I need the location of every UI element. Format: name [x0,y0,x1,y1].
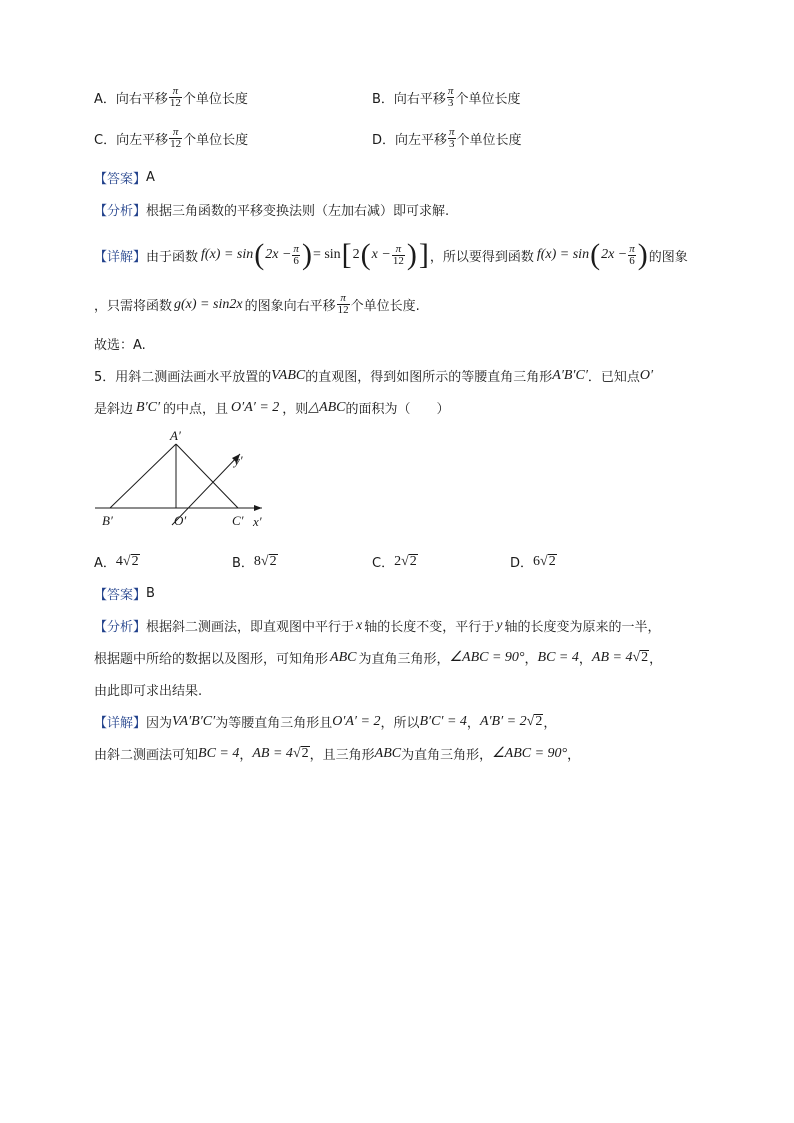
q5-stem-line2 [94,398,450,417]
answer-text: A [146,170,155,185]
option-unit: 个单位长度 [456,133,522,148]
q4-detail-line1 [94,238,688,272]
option-label: B． [232,556,254,571]
fraction-den: 6 [293,254,299,267]
math-expr: AB = 4 [252,745,293,761]
q4-detail-line2 [94,293,420,316]
detail-text: 为等腰直角三角形且 [215,716,333,731]
option-label: A． [94,556,116,571]
stem-text: 的中点，且 [163,402,229,417]
fraction [292,244,300,267]
sqrt-sign: √ [122,553,131,569]
label-x: x′ [253,514,262,529]
fraction [392,244,405,267]
analysis-text: ， [578,652,592,667]
triangle-figure [90,425,280,540]
label-c: C′ [232,513,244,528]
fraction-den: 6 [629,254,635,267]
stem-text: 是斜边 [94,402,134,417]
math-expr: x − [371,247,391,262]
bracket-right: ] [418,238,429,271]
detail-text: 因为 [146,716,173,731]
math-expr: A′B′ = 2 [479,713,527,729]
analysis-text: 为直角三角形， [358,652,450,667]
label-y: y′ [234,453,243,468]
detail-tag: 【详解】 [94,249,147,265]
detail-text: 个单位长度. [350,299,420,314]
detail-text: 为直角三角形， [401,748,493,763]
detail-text: ，所以 [380,716,420,731]
sqrt-sign: √ [401,553,409,569]
math-expr: = sin [312,247,341,262]
detail-text: ， [567,748,581,763]
math-expr: y [496,617,503,633]
answer-tag: 【答案】 [94,588,147,603]
option-label: D． [510,556,534,571]
fraction-num: π [629,242,635,255]
math-expr: ABC [330,649,357,665]
fraction-num: π [172,126,179,138]
fraction-num: π [340,292,346,304]
option-label: B．向右平移 [372,92,446,107]
math-expr: B′C′ [136,399,161,415]
q5-option-c [372,552,418,571]
paren-left: ( [254,238,265,271]
math-expr: B′C′ = 4 [419,713,467,729]
math-expr: 2x − [601,247,628,262]
sqrt-sign: √ [260,553,269,569]
math-expr: 2 [352,247,360,262]
stem-text: ，则 [282,402,309,417]
math-expr: g(x) = sin2x [174,296,243,312]
detail-text: ， [239,748,253,763]
detail-tag: 【详解】 [94,716,147,731]
answer-text: B [146,586,155,601]
bracket-left: [ [341,238,352,271]
analysis-text: 根据三角函数的平移变换法则（左加右减）即可求解. [146,204,450,219]
detail-text: 的图象向右平移 [244,299,336,314]
q4-select [94,334,146,353]
math-expr: ABC [374,745,402,761]
q4-option-d [372,127,522,150]
option-unit: 个单位长度 [182,92,248,107]
sqrt-sign: √ [292,745,301,761]
q4-option-a [94,86,248,109]
math-expr: AB = 4 [591,649,633,665]
detail-text: ， [543,716,557,731]
label-a: A′ [170,428,181,443]
analysis-tag: 【分析】 [94,204,147,219]
option-label: C．向左平移 [94,133,169,148]
stem-text: 的面积为（ ） [345,402,450,417]
q5-answer [94,584,155,603]
fraction [337,293,350,316]
q5-stem-line1 [94,366,653,385]
q5-option-a [94,552,140,571]
paren-right: ) [301,238,312,271]
stem-text: ．已知点 [587,370,640,385]
fraction-den: 12 [170,138,182,150]
paren-right: ) [406,238,417,271]
q4-answer [94,168,155,187]
fraction-num: π [395,242,402,255]
detail-text: ，且三角形 [309,748,375,763]
math-expr: x [356,617,363,633]
q5-analysis-line1 [94,616,661,635]
x-axis-arrow [254,505,262,511]
analysis-text: 根据斜二测画法，即直观图中平行于 [146,620,355,635]
analysis-tag: 【分析】 [94,620,147,635]
analysis-text: 由此即可求出结果. [94,684,203,699]
fraction-num: π [293,242,299,255]
fraction-den: 12 [169,97,181,109]
math-expr: 2 [394,553,402,569]
sqrt-radicand: 2 [409,554,417,569]
q5-analysis-line3 [94,680,202,699]
sqrt-sign: √ [540,553,548,569]
math-expr: △ABC [308,400,346,415]
fraction-den: 12 [392,254,404,267]
math-expr: O′ [639,367,654,383]
math-expr: f(x) = sin [536,247,590,262]
option-label: D．向左平移 [372,133,448,148]
sqrt-radicand: 2 [269,554,277,569]
option-label: C． [372,556,395,571]
q4-option-c [94,127,248,150]
paren-left: ( [360,238,371,271]
math-expr: O′A′ = 2 [332,713,381,729]
select-text: 故选：A. [94,338,146,353]
fraction-den: 3 [447,97,454,109]
math-expr: BC = 4 [537,649,579,665]
detail-text: ，只需将函数 [94,299,173,314]
detail-text: ，所以要得到函数 [429,249,534,265]
analysis-text: 根据题中所给的数据以及图形，可知角形 [94,652,329,667]
stem-text: 的直观图，得到如图所示的等腰直角三角形 [305,370,553,385]
sqrt-sign: √ [526,713,535,729]
label-b: B′ [102,513,113,528]
option-unit: 个单位长度 [183,133,249,148]
math-expr: 4 [115,553,123,569]
fraction [448,127,456,150]
analysis-text: 轴的长度变为原来的一半， [504,620,661,635]
answer-tag: 【答案】 [94,172,147,187]
math-expr: A′B′C′ [552,367,588,383]
q5-detail-line1 [94,712,556,731]
math-expr: ∠ABC = 90° [492,746,568,761]
fraction-den: 3 [449,138,455,150]
analysis-text: 轴的长度不变，平行于 [364,620,495,635]
math-expr: 2x − [265,247,292,262]
option-unit: 个单位长度 [455,92,521,107]
fraction-num: π [447,85,454,97]
q5-analysis-line2 [94,648,662,667]
fraction-den: 12 [337,304,349,316]
fraction [169,86,182,109]
q5-detail-line2 [94,744,580,763]
side-a-b [110,444,176,508]
option-label: A．向右平移 [94,92,168,107]
fraction [628,244,636,267]
stem-text: 5．用斜二测画法画水平放置的 [94,370,272,385]
fraction-num: π [449,126,455,138]
side-a-c [176,444,238,508]
fraction [169,127,182,150]
math-expr: VABC [271,367,306,383]
q5-option-b [232,552,278,571]
detail-text: 由斜二测画法可知 [94,748,199,763]
sqrt-radicand: 2 [535,714,543,729]
detail-text: 的图象 [648,249,688,265]
math-expr: f(x) = sin [201,247,254,262]
math-expr: O′A′ = 2 [231,399,280,415]
math-expr: 6 [533,553,541,569]
sqrt-radicand: 2 [301,746,309,761]
paren-left: ( [590,238,601,271]
math-expr: 8 [253,553,261,569]
label-o: O′ [174,513,187,528]
q4-analysis [94,200,449,219]
math-expr: VA′B′C′ [172,713,216,729]
sqrt-radicand: 2 [131,554,139,569]
fraction-num: π [172,85,179,97]
sqrt-sign: √ [632,649,641,665]
math-expr: ∠ABC = 90° [449,650,525,665]
detail-text: 由于函数 [146,249,199,265]
q5-option-d [510,552,557,571]
math-expr: BC = 4 [198,745,240,761]
paren-right: ) [637,238,648,271]
q4-option-b [372,86,520,109]
analysis-text: ， [524,652,538,667]
sqrt-radicand: 2 [548,554,556,569]
detail-text: ， [466,716,480,731]
analysis-text: ， [649,652,663,667]
fraction [447,86,455,109]
sqrt-radicand: 2 [641,650,649,665]
